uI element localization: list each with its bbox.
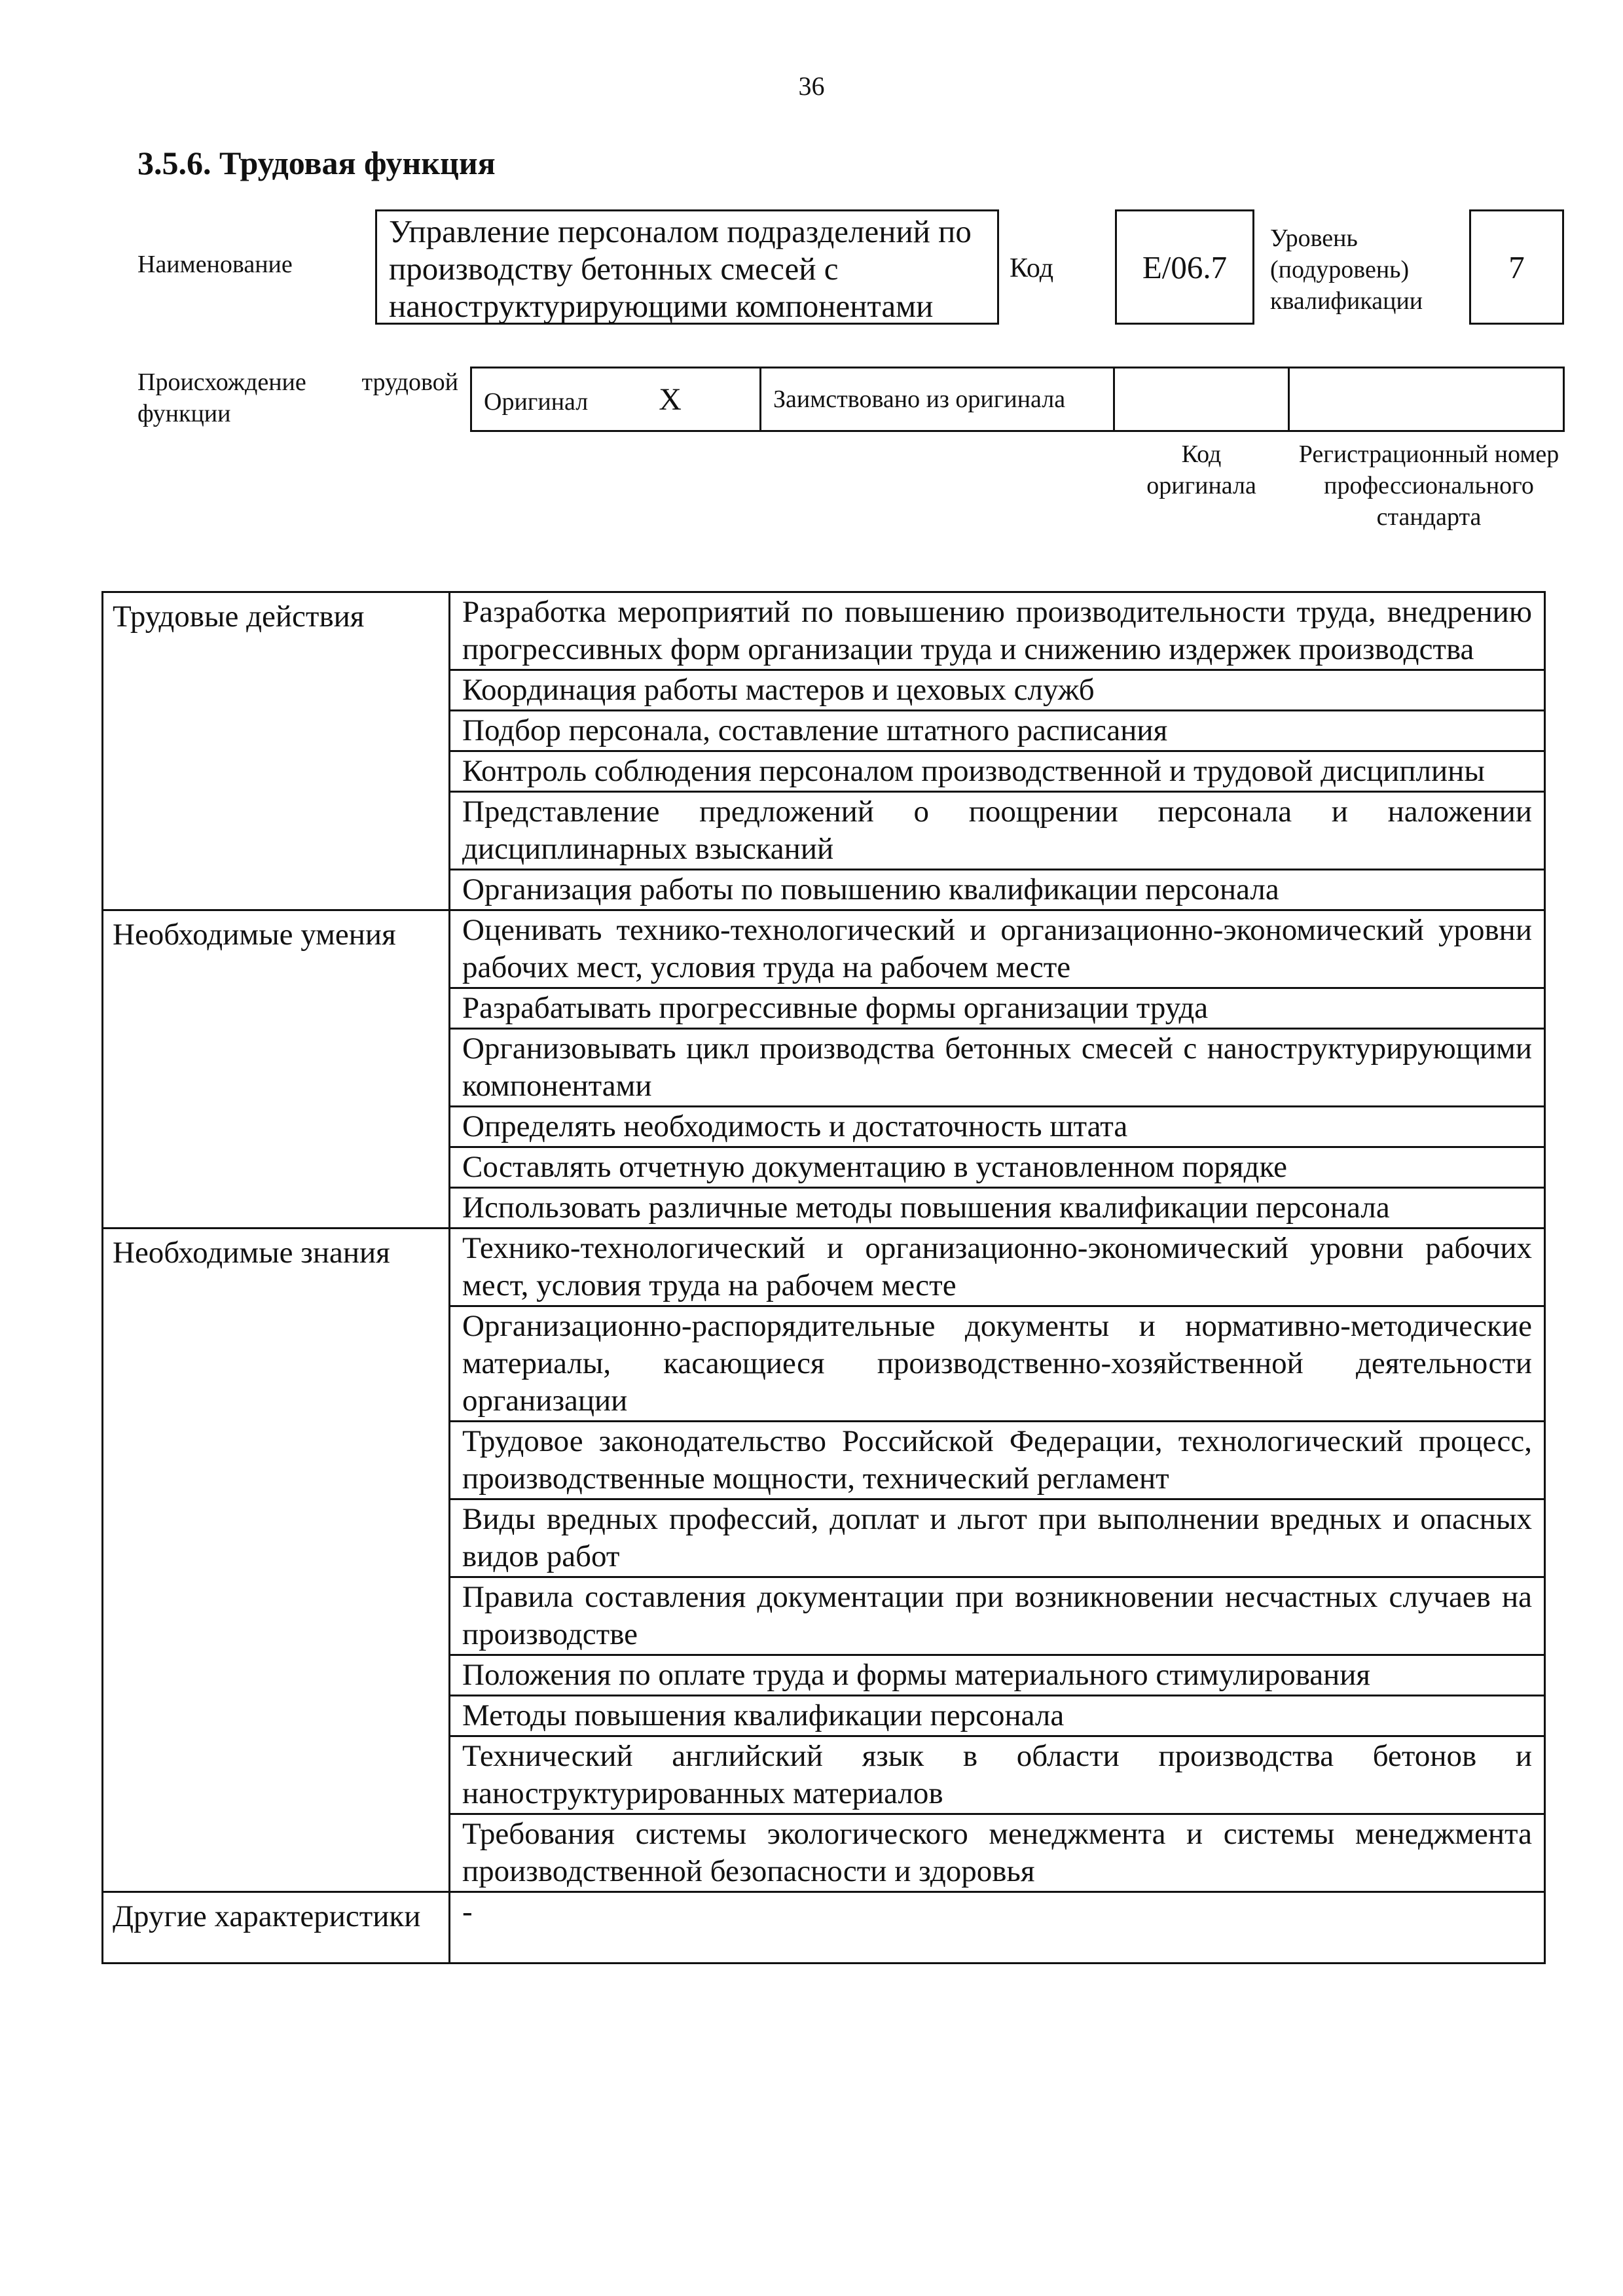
section-category: Трудовые действия <box>103 592 450 910</box>
reg-number-caption: Регистрационный номер профессионального стандарта <box>1298 440 1559 531</box>
original-label: Оригинал <box>484 387 589 416</box>
section-item: Представление предложений о поощрении персонала и наложении дисциплинарных взысканий <box>450 792 1545 870</box>
section-item: Требования системы экологического менеджмента и системы менеджмента производственной безопасности и здоровья <box>450 1814 1545 1892</box>
labor-function-table <box>101 591 1546 1964</box>
table-row <box>103 592 1545 670</box>
function-code-box: E/06.7 <box>1115 209 1254 325</box>
name-label: Наименование <box>137 251 293 278</box>
section-item: Трудовое законодательство Российской Федерации, технологический процесс, производственные мощности, технический регламент <box>450 1422 1545 1499</box>
section-item: - <box>450 1892 1545 1964</box>
origin-label: Происхождение трудовой функции <box>137 368 458 427</box>
table-row <box>103 1229 1545 1306</box>
section-title: 3.5.6. Трудовая функция <box>137 145 496 181</box>
section-item: Составлять отчетную документацию в установленном порядке <box>450 1147 1545 1188</box>
original-code-caption: Код оригинала <box>1146 440 1256 499</box>
reg-number-cell <box>1289 368 1564 431</box>
section-category: Необходимые умения <box>103 910 450 1229</box>
table-row <box>103 910 1545 988</box>
section-item: Правила составления документации при возникновении несчастных случаев на производстве <box>450 1577 1545 1655</box>
section-item: Разработка мероприятий по повышению производительности труда, внедрению прогрессивных форм организации труда и снижению издержек производства <box>450 592 1545 670</box>
section-category: Другие характеристики <box>103 1892 450 1964</box>
qualification-level-box: 7 <box>1469 209 1564 325</box>
table-row <box>103 1892 1545 1964</box>
section-item: Определять необходимость и достаточность штата <box>450 1107 1545 1147</box>
section-item: Технический английский язык в области производства бетонов и наноструктурированных материалов <box>450 1736 1545 1814</box>
section-item: Методы повышения квалификации персонала <box>450 1696 1545 1736</box>
section-item: Организовывать цикл производства бетонных смесей с наноструктурирующими компонентами <box>450 1029 1545 1107</box>
origin-original-cell <box>471 368 761 431</box>
section-item: Виды вредных профессий, доплат и льгот при выполнении вредных и опасных видов работ <box>450 1499 1545 1577</box>
page-number: 36 <box>798 71 825 101</box>
original-code-cell <box>1114 368 1289 431</box>
section-item: Использовать различные методы повышения квалификации персонала <box>450 1188 1545 1229</box>
section-item: Организация работы по повышению квалификации персонала <box>450 870 1545 910</box>
section-item: Контроль соблюдения персоналом производственной и трудовой дисциплины <box>450 751 1545 792</box>
section-category: Необходимые знания <box>103 1229 450 1892</box>
code-label: Код <box>1010 253 1054 283</box>
section-item: Разрабатывать прогрессивные формы организации труда <box>450 988 1545 1029</box>
function-name-box: Управление персоналом подразделений по производству бетонных смесей с наноструктурирующими компонентами <box>375 209 999 325</box>
section-item: Технико-технологический и организационно-экономический уровни рабочих мест, условия труда на рабочем месте <box>450 1229 1545 1306</box>
section-item: Координация работы мастеров и цеховых служб <box>450 670 1545 711</box>
section-item: Подбор персонала, составление штатного расписания <box>450 711 1545 751</box>
level-label: Уровень (подуровень) квалификации <box>1270 224 1423 315</box>
section-item: Оценивать технико-технологический и организационно-экономический уровни рабочих мест, условия труда на рабочем месте <box>450 910 1545 988</box>
section-item: Организационно-распорядительные документы и нормативно-методические материалы, касающиеся производственно-хозяйственной деятельности организации <box>450 1306 1545 1422</box>
borrowed-label: Заимствовано из оригинала <box>761 368 1114 431</box>
section-item: Положения по оплате труда и формы материального стимулирования <box>450 1655 1545 1696</box>
original-mark: X <box>659 382 682 417</box>
origin-table <box>470 367 1565 432</box>
